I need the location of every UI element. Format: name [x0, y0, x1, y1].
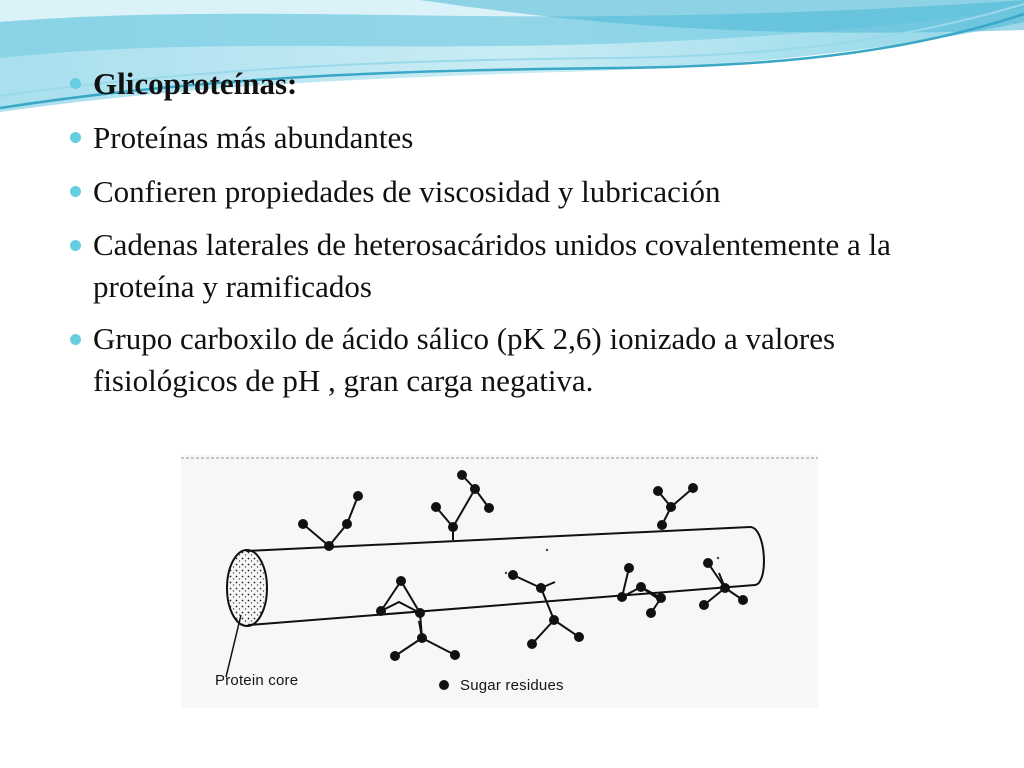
- bullet-dot-icon: [70, 186, 81, 197]
- bullet-item: [70, 116, 970, 160]
- bullet-text: Grupo carboxilo de ácido sálico (pK 2,6) ionizado a valores fisiológicos de pH , gran carga negativa.: [93, 321, 836, 398]
- sugar-chain-bonds: [303, 475, 743, 656]
- bullet-item: [70, 224, 970, 308]
- bullet-item: [70, 170, 970, 214]
- bullet-text: Confieren propiedades de viscosidad y lubricación: [93, 174, 721, 209]
- bullet-text: Glicoproteínas:: [93, 66, 298, 101]
- bullet-text: Cadenas laterales de heterosacáridos unidos covalentemente a la proteína y ramificados: [93, 227, 891, 304]
- sugar-residue-legend-dot: [439, 680, 449, 690]
- bullet-item: [70, 318, 970, 402]
- bullet-dot-icon: [70, 132, 81, 143]
- protein-cylinder: [227, 527, 764, 626]
- protein-core-pointer: [226, 615, 241, 677]
- bullet-item: [70, 62, 970, 106]
- bullet-dot-icon: [70, 240, 81, 251]
- sugar-residues-label: Sugar residues: [460, 677, 564, 694]
- bullet-dot-icon: [70, 334, 81, 345]
- glycoprotein-diagram-svg: [181, 455, 818, 708]
- bullet-list: [70, 62, 970, 412]
- bullet-text: Proteínas más abundantes: [93, 120, 414, 155]
- protein-core-end: [227, 550, 267, 626]
- bullet-dot-icon: [70, 78, 81, 89]
- glycoprotein-diagram: [181, 455, 818, 708]
- protein-core-label: Protein core: [215, 672, 299, 689]
